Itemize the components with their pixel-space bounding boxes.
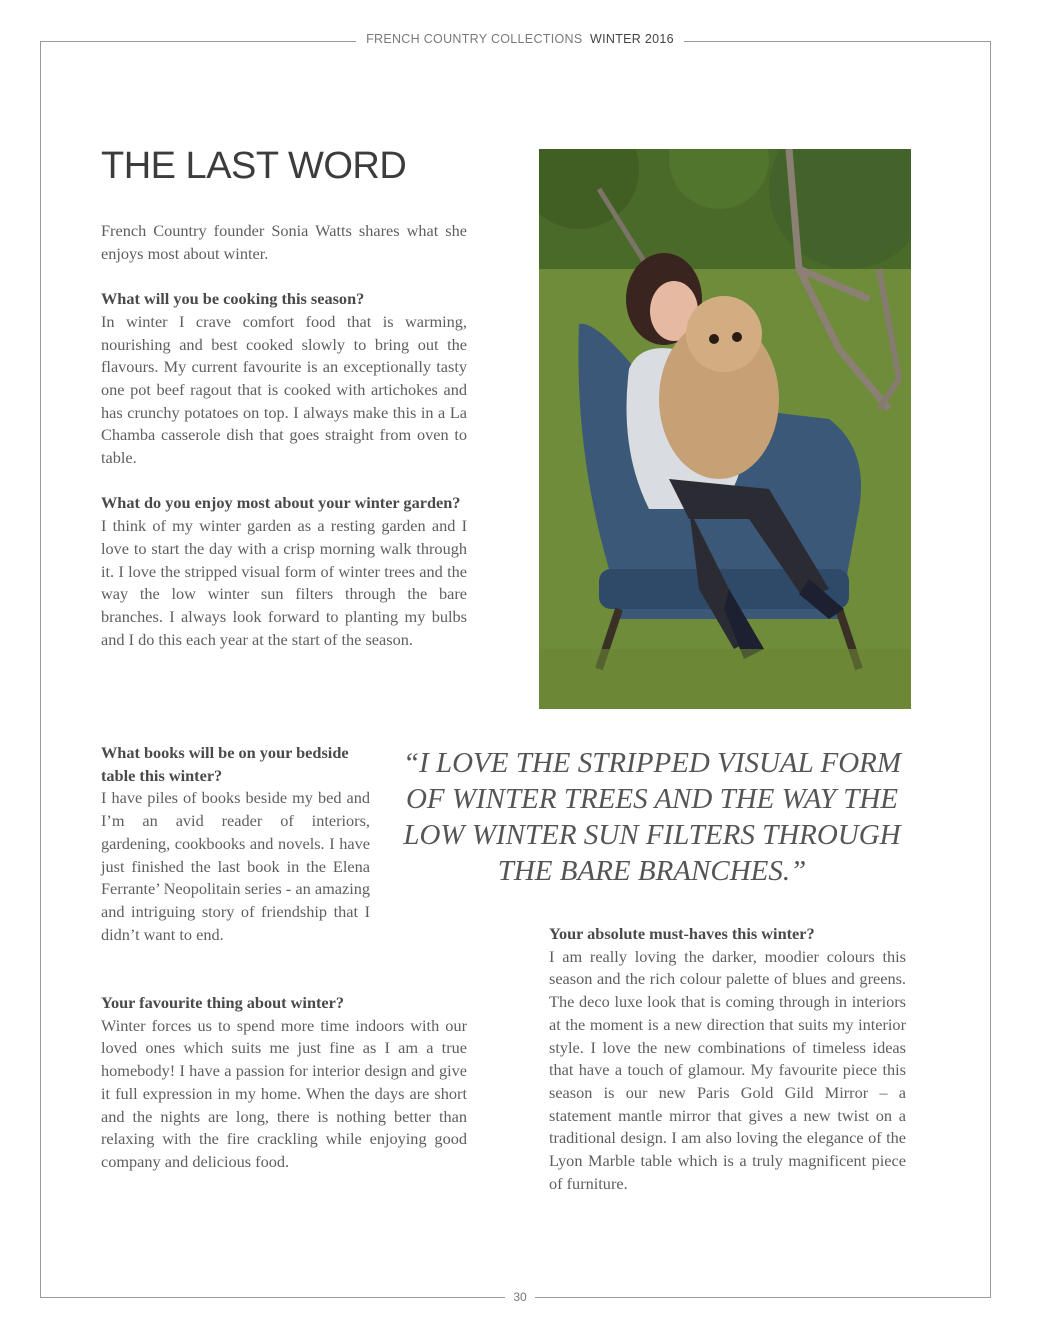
article-title: THE LAST WORD	[101, 145, 407, 187]
issue-label: WINTER 2016	[590, 32, 674, 46]
books-column	[101, 742, 370, 946]
question-books: What books will be on your bedside table this winter?	[101, 743, 349, 785]
pull-quote: “I LOVE THE STRIPPED VISUAL FORM OF WINTER TREES AND THE WAY THE LOW WINTER SUN FILTERS THROUGH THE BARE BRANCHES.”	[402, 747, 902, 887]
question-musthaves: Your absolute must-haves this winter?	[549, 924, 815, 943]
answer-musthaves: I am really loving the darker, moodier colours this season and the rich colour palette of blues and greens. The deco luxe look that is coming through in interiors at the moment is a new direction that suits my interior style. I love the new combinations of timeless ideas that have a touch of glamour. My favourite piece this season is our new Paris Gold Gild Mirror – a statement mantle mirror that gives a new twist on a traditional design. I am also loving the elegance of the Lyon Marble table which is a truly magnificent piece of furniture.	[549, 946, 906, 1193]
answer-favourite: Winter forces us to spend more time indoors with our loved ones which suits me just fine as I am a true homebody! I have a passion for interior design and give it full expression in my home. When the days are short and the nights are long, there is nothing better than relaxing with the fire crackling while enjoying good company and delicious food.	[101, 1015, 467, 1171]
left-column	[101, 220, 467, 651]
portrait-photo	[539, 149, 911, 709]
question-garden: What do you enjoy most about your winter garden?	[101, 493, 461, 513]
publication-name: FRENCH COUNTRY COLLECTIONS	[366, 32, 583, 46]
winter-column	[101, 992, 467, 1174]
article-intro: French Country founder Sonia Watts shares what she enjoys most about winter.	[101, 221, 467, 263]
page-number-row	[0, 1290, 1040, 1304]
answer-books: I have piles of books beside my bed and I’m an avid reader of interiors, gardening, cookbooks and novels. I have just finished the last book in the Elena Ferrante’ Neopolitain series - an amazing and intriguing story of friendship that I didn’t want to end.	[101, 788, 370, 944]
question-favourite: Your favourite thing about winter?	[101, 993, 345, 1012]
answer-garden: I think of my winter garden as a resting garden and I love to start the day with a crisp morning walk through it. I love the stripped visual form of winter trees and the way the low winter sun filters through the bare branches. I always look forward to planting my bulbs and I do this each year at the start of the season.	[101, 516, 467, 649]
running-head	[0, 32, 1040, 46]
question-cooking: What will you be cooking this season?	[101, 289, 365, 309]
page-number: 30	[505, 1290, 534, 1304]
musthaves-column	[549, 923, 906, 1195]
answer-cooking: In winter I crave comfort food that is warming, nourishing and best cooked slowly to bring out the flavours. My current favourite is an exceptionally tasty one pot beef ragout that is cooked with artichokes and has crunchy potatoes on top. I always make this in a La Chamba casserole dish that goes straight from oven to table.	[101, 311, 467, 468]
